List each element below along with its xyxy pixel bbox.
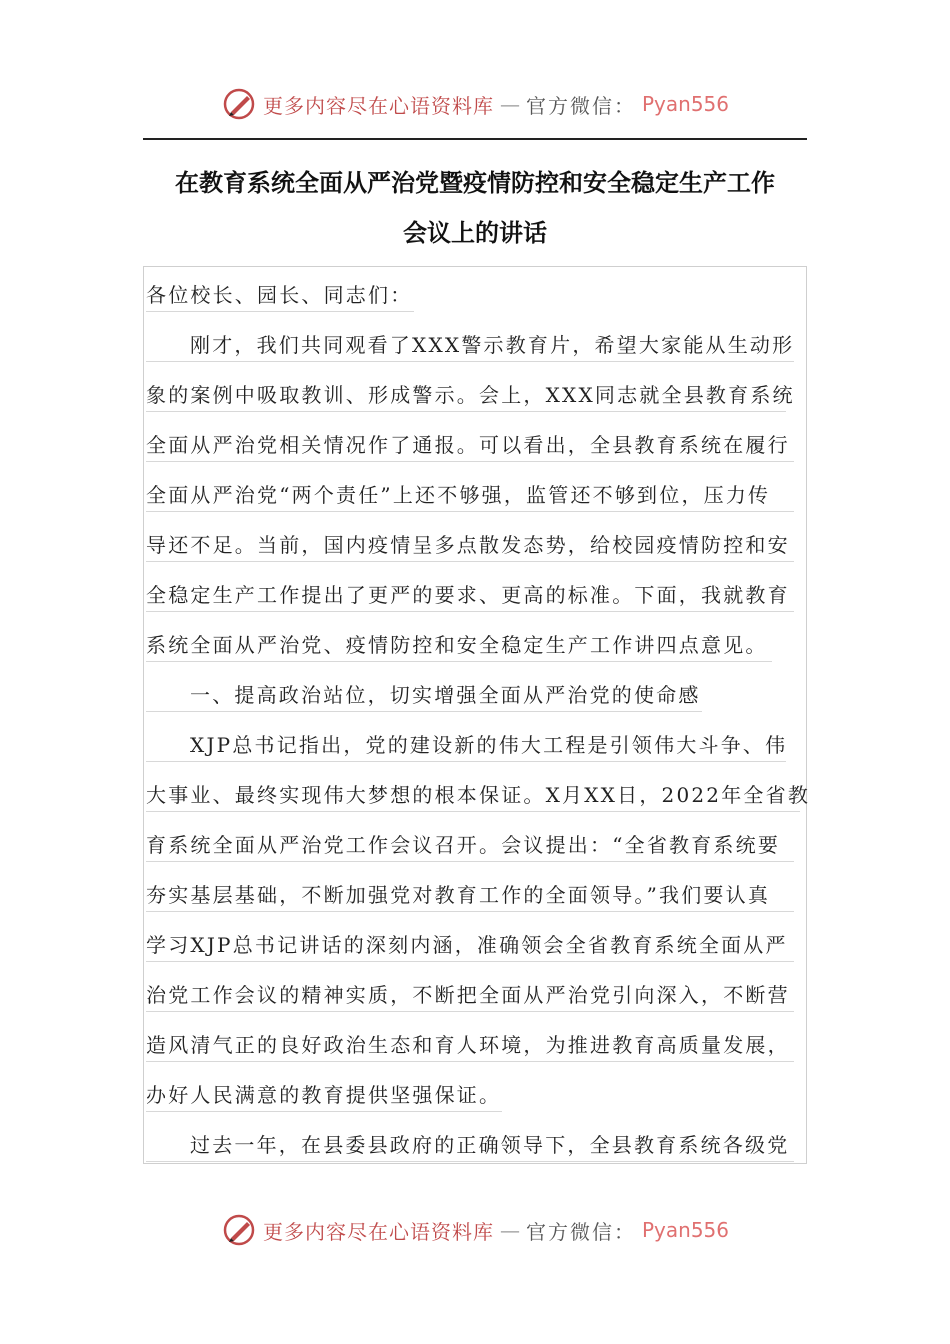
body-line: 全面从严治党相关情况作了通报。可以看出，全县教育系统在履行: [146, 420, 806, 470]
body-line: 学习XJP总书记讲话的深刻内涵，准确领会全省教育系统全面从严: [146, 920, 806, 970]
body-line: 刚才，我们共同观看了XXX警示教育片，希望大家能从生动形: [146, 320, 806, 370]
speech-body: [146, 270, 811, 1170]
body-line: 过去一年，在县委县政府的正确领导下，全县教育系统各级党: [146, 1120, 806, 1170]
body-line: 造风清气正的良好政治生态和育人环境，为推进教育高质量发展，: [146, 1020, 806, 1070]
body-line: 育系统全面从严治党工作会议召开。会议提出：“全省教育系统要: [146, 820, 806, 870]
pen-logo-icon: [221, 1212, 257, 1248]
banner-wechat-id: Pyan556: [641, 1218, 729, 1242]
body-line: 系统全面从严治党、疫情防控和安全稳定生产工作讲四点意见。: [146, 620, 806, 670]
banner-wechat-id: Pyan556: [641, 92, 729, 116]
body-line: 大事业、最终实现伟大梦想的根本保证。X月XX日，2022年全省教: [146, 770, 806, 820]
body-line: 导还不足。当前，国内疫情呈多点散发态势，给校园疫情防控和安: [146, 520, 806, 570]
banner-official-label: 官方微信：: [525, 1219, 636, 1244]
header-watermark-banner: [0, 82, 950, 126]
banner-official-label: 官方微信：: [525, 93, 636, 118]
footer-watermark-banner: [0, 1208, 950, 1252]
body-line: 全稳定生产工作提出了更严的要求、更高的标准。下面，我就教育: [146, 570, 806, 620]
body-line: 办好人民满意的教育提供坚强保证。: [146, 1070, 806, 1120]
banner-slogan: 更多内容尽在心语资料库: [262, 1219, 494, 1244]
title-line-1: 在教育系统全面从严治党暨疫情防控和安全稳定生产工作: [175, 168, 775, 197]
document-title: [143, 158, 807, 258]
title-line-2: 会议上的讲话: [403, 218, 547, 247]
body-line: XJP总书记指出，党的建设新的伟大工程是引领伟大斗争、伟: [146, 720, 806, 770]
body-line: 治党工作会议的精神实质，不断把全面从严治党引向深入，不断营: [146, 970, 806, 1020]
pen-logo-icon: [221, 86, 257, 122]
banner-dash: —: [499, 92, 520, 116]
banner-dash: —: [499, 1218, 520, 1242]
body-line: 夯实基层基础，不断加强党对教育工作的全面领导。”我们要认真: [146, 870, 806, 920]
banner-slogan: 更多内容尽在心语资料库: [262, 93, 494, 118]
section-heading: 一、提高政治站位，切实增强全面从严治党的使命感: [146, 670, 806, 720]
body-line: 各位校长、园长、同志们：: [146, 270, 806, 320]
body-line: 全面从严治党“两个责任”上还不够强，监管还不够到位，压力传: [146, 470, 806, 520]
header-rule: [143, 138, 807, 140]
body-line: 象的案例中吸取教训、形成警示。会上，XXX同志就全县教育系统: [146, 370, 806, 420]
